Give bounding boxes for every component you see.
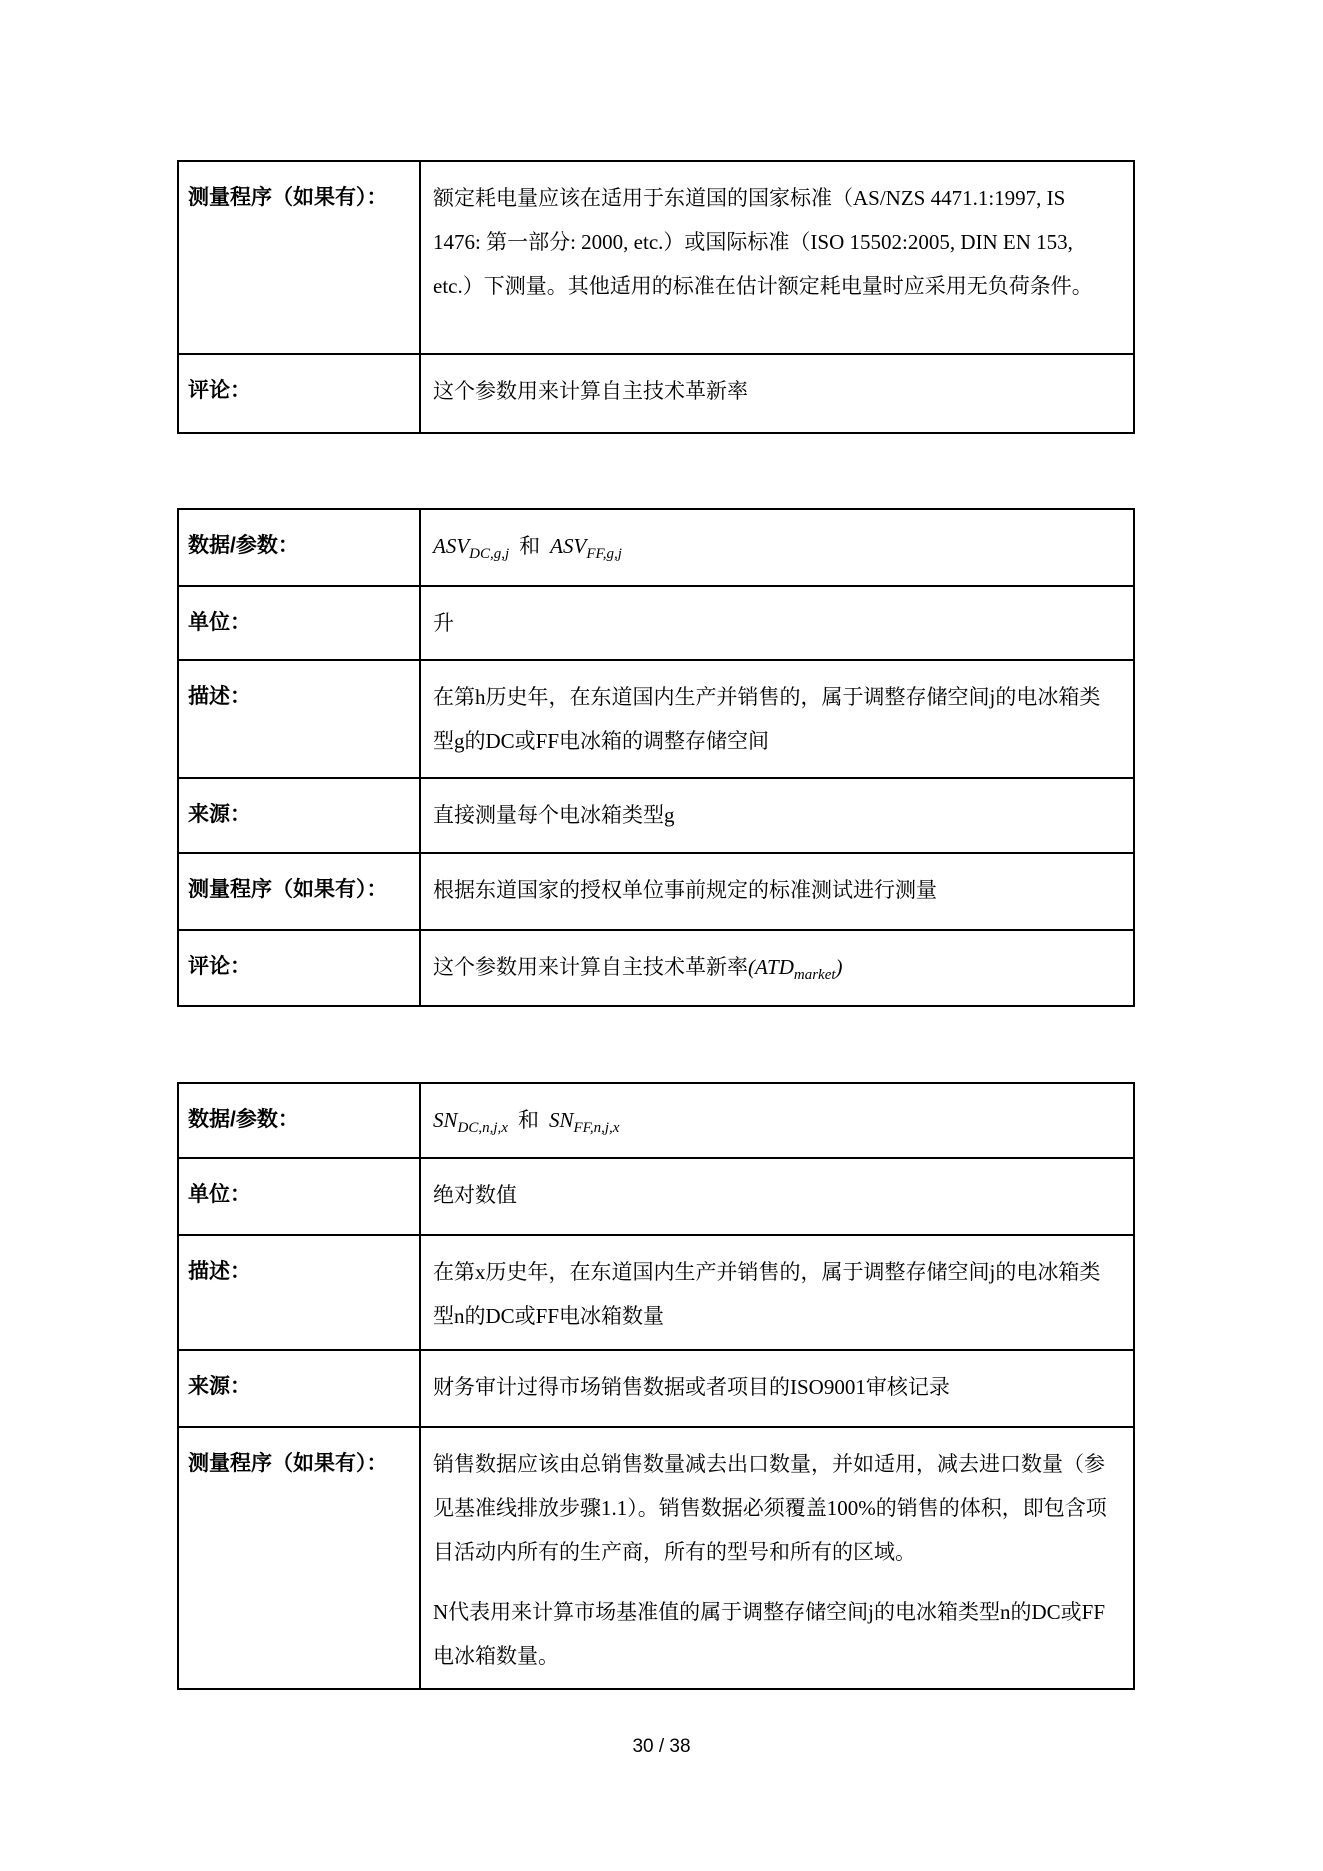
document-content bbox=[177, 160, 1133, 1690]
table-row bbox=[178, 660, 1134, 778]
formula-base: ASV bbox=[433, 534, 470, 558]
row-label: 来源： bbox=[178, 1350, 420, 1427]
row-label: 数据/参数： bbox=[178, 1083, 420, 1158]
table-row bbox=[178, 930, 1134, 1006]
table-row bbox=[178, 853, 1134, 930]
row-value: 升 bbox=[420, 586, 1134, 660]
table-row bbox=[178, 1158, 1134, 1235]
table-row bbox=[178, 354, 1134, 433]
row-label: 评论： bbox=[178, 930, 420, 1006]
row-label: 单位： bbox=[178, 586, 420, 660]
row-label: 测量程序（如果有）： bbox=[178, 853, 420, 930]
table-row bbox=[178, 1427, 1134, 1689]
row-label: 来源： bbox=[178, 778, 420, 853]
row-label: 测量程序（如果有）： bbox=[178, 161, 420, 354]
formula-term bbox=[748, 955, 843, 984]
row-value: 根据东道国家的授权单位事前规定的标准测试进行测量 bbox=[420, 853, 1134, 930]
parameter-formula bbox=[420, 509, 1134, 586]
formula-base: (ATD bbox=[748, 955, 794, 979]
row-value: 在第h历史年，在东道国内生产并销售的，属于调整存储空间j的电冰箱类型g的DC或FF电冰箱的调整存储空间 bbox=[420, 660, 1134, 778]
parameter-table-1 bbox=[177, 160, 1135, 434]
row-label: 描述： bbox=[178, 1235, 420, 1350]
formula-subscript: FF,g,j bbox=[586, 546, 622, 563]
formula-conjunction: 和 bbox=[519, 534, 541, 558]
formula-subscript: FF,n,j,x bbox=[573, 1120, 620, 1137]
row-value: 这个参数用来计算自主技术革新率 bbox=[420, 354, 1134, 433]
formula-base: SN bbox=[548, 1108, 574, 1132]
table-row bbox=[178, 161, 1134, 354]
table-row bbox=[178, 778, 1134, 853]
formula-subscript: DC,n,j,x bbox=[457, 1120, 508, 1137]
formula-base: SN bbox=[433, 1108, 458, 1132]
formula-subscript: DC,g,j bbox=[469, 546, 510, 563]
formula-term bbox=[550, 534, 622, 563]
table-row bbox=[178, 586, 1134, 660]
page-number: 30 / 38 bbox=[632, 1736, 691, 1757]
measurement-paragraph: 销售数据应该由总销售数量减去出口数量，并如适用，减去进口数量（参见基准线排放步骤1.1）。销售数据必须覆盖100%的销售的体积，即包含项目活动内所有的生产商，所有的型号和所有的区域。 bbox=[433, 1452, 1107, 1564]
table-row bbox=[178, 509, 1134, 586]
row-value: 财务审计过得市场销售数据或者项目的ISO9001审核记录 bbox=[420, 1350, 1134, 1427]
row-value: 在第x历史年，在东道国内生产并销售的，属于调整存储空间j的电冰箱类型n的DC或FF电冰箱数量 bbox=[420, 1235, 1134, 1350]
parameter-table-3 bbox=[177, 1082, 1135, 1690]
row-label: 描述： bbox=[178, 660, 420, 778]
formula-term bbox=[548, 1108, 620, 1137]
row-value bbox=[420, 930, 1134, 1006]
row-value: 额定耗电量应该在适用于东道国的国家标准（AS/NZS 4471.1:1997, IS 1476: 第一部分: 2000, etc.）或国际标准（ISO 15502:2005, DIN EN 153, etc.）下测量。其他适用的标准在估计额定耗电量时应采用无负荷条件。 bbox=[420, 161, 1134, 354]
parameter-formula bbox=[420, 1083, 1134, 1158]
formula-base: ASV bbox=[550, 534, 587, 558]
parameter-table-2 bbox=[177, 508, 1135, 1007]
formula-subscript: market bbox=[793, 967, 836, 984]
comment-text: 这个参数用来计算自主技术革新率 bbox=[433, 955, 748, 979]
formula-close-paren: ) bbox=[835, 955, 843, 979]
row-value: 直接测量每个电冰箱类型g bbox=[420, 778, 1134, 853]
formula-term bbox=[433, 534, 510, 563]
row-value bbox=[420, 1427, 1134, 1689]
row-label: 单位： bbox=[178, 1158, 420, 1235]
formula-term bbox=[433, 1108, 508, 1137]
table-row bbox=[178, 1350, 1134, 1427]
row-value: 绝对数值 bbox=[420, 1158, 1134, 1235]
table-row bbox=[178, 1235, 1134, 1350]
measurement-paragraph: N代表用来计算市场基准值的属于调整存储空间j的电冰箱类型n的DC或FF电冰箱数量。 bbox=[433, 1600, 1106, 1668]
table-row bbox=[178, 1083, 1134, 1158]
formula-conjunction: 和 bbox=[517, 1108, 539, 1132]
row-label: 评论： bbox=[178, 354, 420, 433]
row-label: 测量程序（如果有）： bbox=[178, 1427, 420, 1689]
row-label: 数据/参数： bbox=[178, 509, 420, 586]
